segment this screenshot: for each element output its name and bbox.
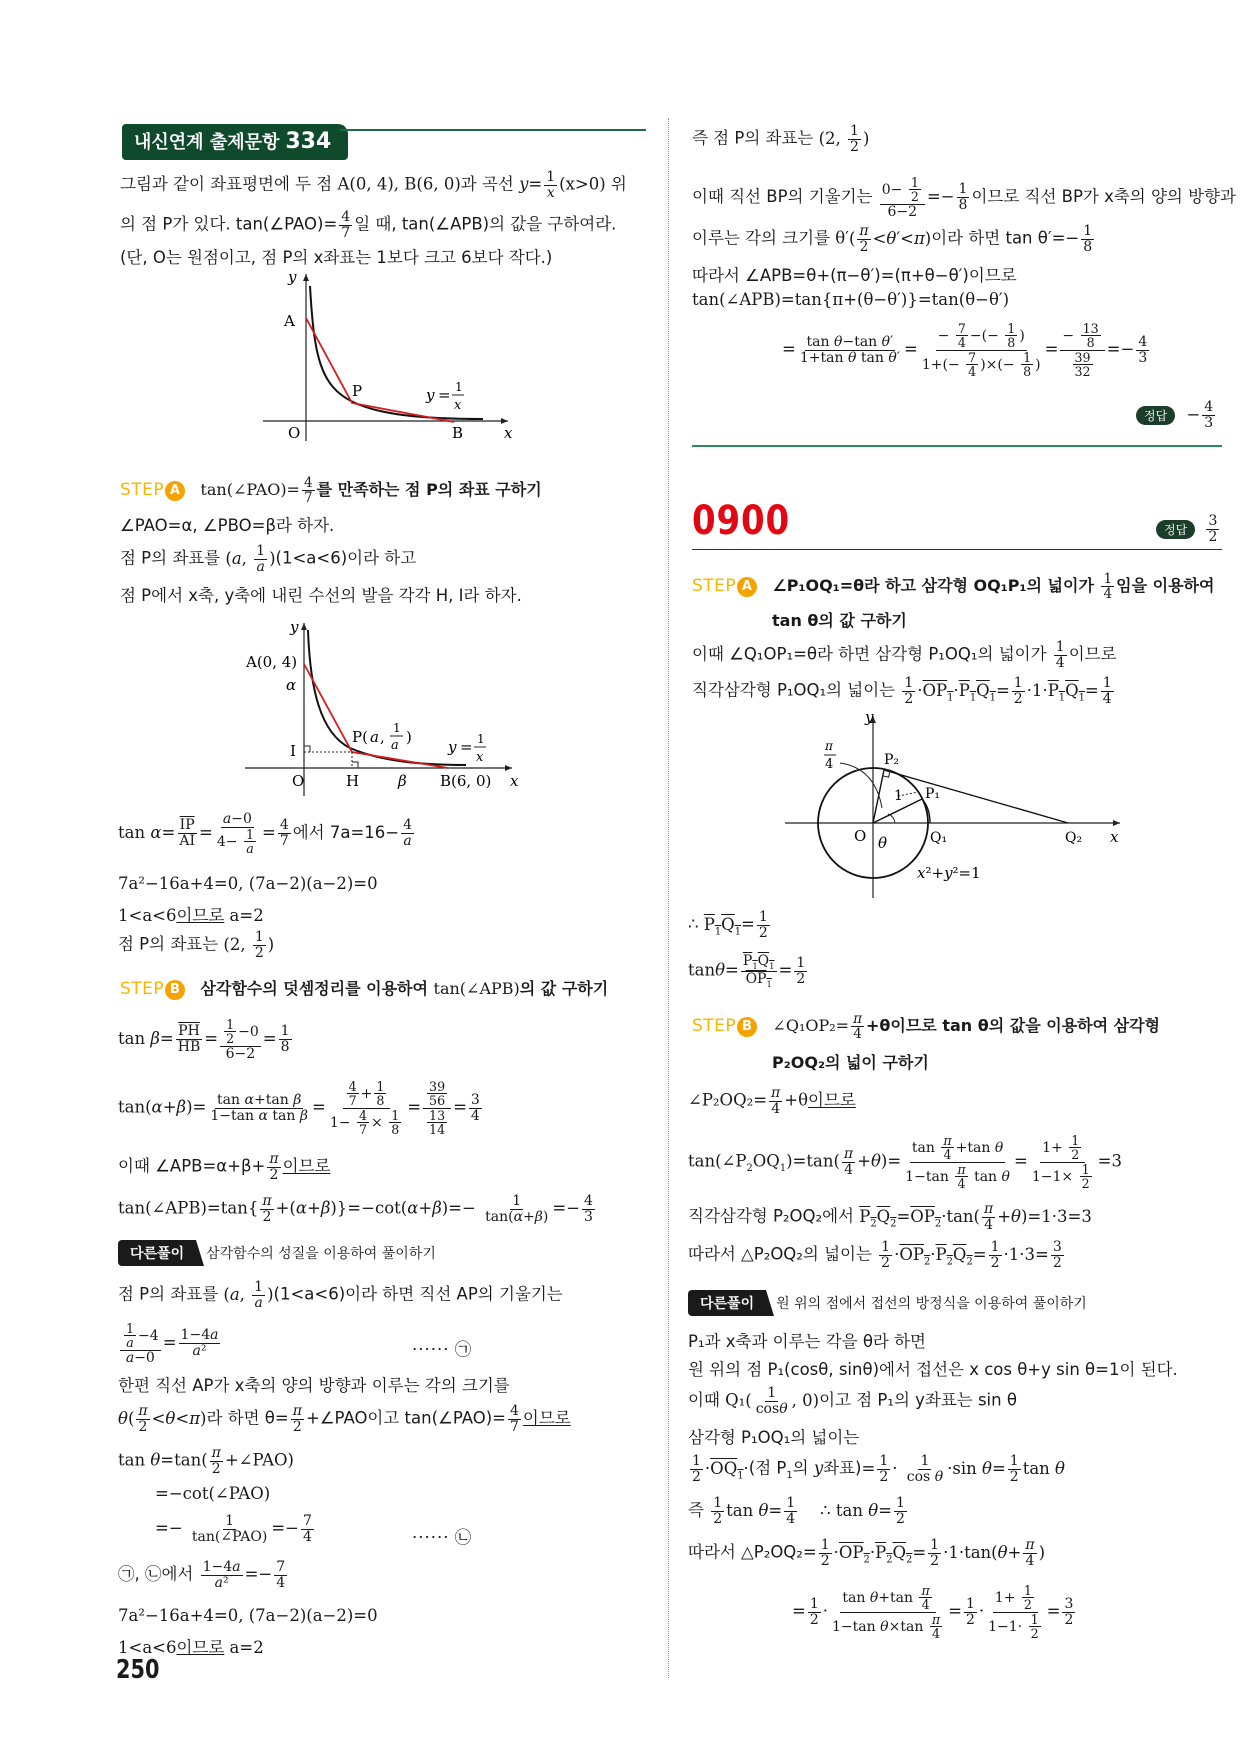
alt-right-line-1: P₁과 x축과 이루는 각을 θ라 하면 (688, 1332, 926, 1351)
svg-text:x: x (1110, 828, 1119, 846)
cont-line-1: 즉 점 P의 좌표는 (2, $\frac{1}{2}$ ) (692, 123, 870, 155)
cont-line-5: tan(∠APB)=tan{π+(θ−θ′)}=tan(θ−θ′) (692, 290, 1010, 309)
p2oq2-angle: ∠P₂OQ₂= $\frac{\pi}{4}$ +θ이므로 (688, 1085, 856, 1117)
svg-text:α: α (286, 676, 297, 694)
svg-text:,: , (380, 728, 385, 746)
tan-apb-eq: tan(∠APB)=tan{ $\frac{\pi}{2}$ +(α+β)}=−cot(α+β)=− $\frac{1}{\tan(\alpha+\beta)}$ =− $\frac{4}{3}$ (118, 1193, 593, 1225)
svg-text:O: O (854, 827, 867, 845)
svg-text:y: y (865, 708, 874, 726)
svg-text:O: O (292, 772, 305, 790)
alt-right-line-4: 삼각형 P₁OQ₁의 넓이는 (688, 1428, 860, 1447)
step-b-header: STEP B 삼각함수의 덧셈정리를 이용하여 tan(∠APB)의 값 구하기 (120, 979, 609, 999)
svg-text:=: = (438, 386, 451, 404)
problem-number: 0900 (692, 498, 791, 544)
section-divider (692, 445, 1222, 447)
svg-text:A: A (284, 312, 295, 330)
svg-text:P(: P( (352, 728, 368, 746)
svg-text:x²+y²=1: x²+y²=1 (917, 864, 981, 882)
svg-text:B(6, 0): B(6, 0) (440, 772, 492, 790)
badge-number: 334 (285, 129, 332, 154)
cont-line-3: 이루는 각의 크기를 θ′( $\frac{\pi}{2}$ <θ′<π)이라 하면 tan θ′=− $\frac{1}{8}$ (692, 223, 1093, 255)
tan-theta-eq: tan θ=tan( $\frac{\pi}{2}$ +∠PAO) (118, 1445, 294, 1477)
figure-unit-circle (780, 708, 1130, 908)
apb-relation: 이때 ∠APB=α+β+ $\frac{\pi}{2}$ 이므로 (118, 1151, 331, 1183)
svg-text:β: β (398, 772, 407, 790)
answer-0900: 정답 $\frac{3}{2}$ (1156, 514, 1221, 544)
alt-solution-header-right: 다른풀이 원 위의 점에서 접선의 방정식을 이용하여 풀이하기 (688, 1290, 1087, 1316)
svg-text:a: a (370, 728, 379, 746)
alt-line-3: θ( $\frac{\pi}{2}$ <θ<π)라 하면 θ= $\frac{\pi}{2}$ +∠PAO이고 tan(∠PAO)= $\frac{4}{7}$ 이므로 (118, 1403, 571, 1435)
svg-text:P: P (352, 382, 363, 400)
problem-rule (692, 549, 1222, 550)
step-a-line-1: ∠PAO=α, ∠PBO=β라 하자. (120, 516, 335, 535)
step-a-line-3: 점 P에서 x축, y축에 내린 수선의 발을 각각 H, I라 하자. (120, 586, 522, 605)
alt-line-2: 한편 직선 AP가 x축의 양의 방향과 이루는 각의 크기를 (118, 1376, 510, 1395)
right-a-line-2: 직각삼각형 P₁OQ₁의 넓이는 $\frac{1}{2}$ $\cdot OP_1\cdot P_1Q_1=$ $\frac{1}{2}$ $\cdot 1\cdot P_1Q_1=$ $\frac{1}{4}$ (692, 675, 1112, 707)
svg-text:x: x (454, 398, 462, 413)
svg-text:H: H (346, 772, 360, 790)
tan-alpha-beta-eq: tan(α+β)= $\frac{\text{tan α+tan β}}{\text{1−tan α tan β}}$ = $\frac{4}{7}$ + $\frac{1}{8}$ 1− $\frac{4}{7}$ × $\frac{1}{8}$ = $\frac{\frac{39}{56}}{\frac{13}{14}}$ = $\frac{3}{4}$ (118, 1079, 480, 1137)
cont-line-4: 따라서 ∠APB=θ+(π−θ′)=(π+θ−θ′)이므로 (692, 266, 1017, 285)
svg-text:y: y (290, 618, 299, 636)
alt-solution-header-left: 다른풀이 삼각함수의 성질을 이용하여 풀이하기 (118, 1240, 436, 1266)
column-divider (668, 118, 669, 1678)
neg-cot-eq: =−cot(∠PAO) (155, 1484, 271, 1503)
badge-label: 내신연계 출제문항 (134, 132, 280, 153)
svg-text:I: I (290, 742, 296, 760)
svg-text:A(0, 4): A(0, 4) (246, 653, 298, 671)
eq-mark-1: ······ ㉠ (412, 1340, 472, 1359)
p1q1-value: ∴ $P_1Q_1=$ $\frac{1}{2}$ (688, 909, 768, 941)
tan-theta-value: tanθ= $\frac{P_1Q_1}{OP_1}$ = $\frac{1}{2}$ (688, 953, 806, 989)
neg-seven-fourths-eq: =− $\frac{1}{\text{tan(∠PAO)}}$ =− $\frac{7}{4}$ (155, 1513, 312, 1545)
alt-quadratic: 7a²−16a+4=0, (7a−2)(a−2)=0 (118, 1606, 378, 1625)
svg-text:θ: θ (878, 834, 888, 852)
cont-line-2: 이때 직선 BP의 기울기는 0− $\frac{1}{2}$ 6−2 =− $\frac{1}{8}$ 이므로 직선 BP가 x축의 양의 방향과 (692, 175, 1236, 220)
eq-mark-2: ······ ㉡ (412, 1528, 472, 1547)
svg-text:a: a (391, 738, 399, 753)
step-a-line-2: 점 P의 좌표를 (a, $\frac{1}{a}$ )(1<a<6)이라 하고 (120, 543, 417, 575)
alt-right-line-2: 원 위의 점 P₁(cosθ, sinθ)에서 접선은 x cos θ+y sin θ=1이 된다. (688, 1360, 1178, 1379)
step-b-header-right-2: P₂OQ₂의 넓이 구하기 (772, 1053, 929, 1072)
naesin-badge (122, 124, 348, 160)
alt-right-area-eq: $\frac{1}{2}$ $\cdot OQ_1\cdot$(점 $P_1$의 y좌표)= $\frac{1}{2}$ · $\frac{1}{\text{cos θ}}$ ·sin θ= $\frac{1}{2}$ tan θ (692, 1453, 1065, 1485)
area-result: 따라서 △P₂OQ₂의 넓이는 $\frac{1}{2}$ $\cdot OP_2\cdot P_2Q_2=$ $\frac{1}{2}$ ·1·3= $\frac{3}{2}$ (688, 1239, 1062, 1271)
svg-text:1: 1 (477, 732, 485, 746)
svg-text:Q₂: Q₂ (1065, 830, 1083, 846)
step-a-header-right-2: tan θ의 값 구하기 (772, 611, 907, 630)
svg-text:y: y (426, 386, 435, 404)
svg-text:π: π (825, 739, 833, 753)
alt-right-line-3: 이때 Q₁( $\frac{1}{\cos\theta}$ , 0)이고 점 P₁의 y좌표는 sin θ (688, 1385, 1017, 1417)
svg-text:P₁: P₁ (925, 786, 941, 802)
a-value: 1<a<6이므로 a=2 (118, 906, 264, 925)
svg-text:P₂: P₂ (884, 752, 900, 768)
step-a-header: STEP A tan(∠PAO)= $\frac{4}{7}$ 를 만족하는 점 P의 좌표 구하기 (120, 475, 542, 507)
answer-prev: 정답 − $\frac{4}{3}$ (1136, 400, 1217, 430)
p2q2-length: 직각삼각형 P₂OQ₂에서 $P_2Q_2=OP_2\cdot\tan$( $\frac{\pi}{4}$ +θ)=1·3=3 (688, 1201, 1092, 1233)
alt-right-tan-eq: 즉 $\frac{1}{2}$ tan θ= $\frac{1}{4}$ ∴ tan θ= $\frac{1}{2}$ (688, 1495, 905, 1527)
svg-text:1: 1 (393, 721, 401, 735)
combine-eq: ㉠, ㉡에서 $\frac{1-4a}{\text{a²}}$ =− $\frac{7}{4}$ (118, 1559, 286, 1591)
tan-alpha-eq: tan α= $\frac{\overline{IP}}{AI}$ = a−0 4− $\frac{1}{a}$ = $\frac{4}{7}$ 에서 7a=16− $\frac{4}{a}$ (118, 811, 413, 856)
alt-line-1: 점 P의 좌표를 (a, $\frac{1}{a}$ )(1<a<6)이라 하면 직선 AP의 기울기는 (118, 1279, 563, 1311)
tan-p2oq1-eq: $\tan(\angle P_2OQ_1)=\tan$( $\frac{\pi}{4}$ +θ)= tan $\frac{\pi}{4}$ +tan θ 1−tan $\frac{\pi}{4}$ tan θ = 1+ $\frac{1}{2}$ 1−1× $\frac{1}{2}$ =3 (688, 1133, 1122, 1191)
svg-text:B: B (452, 424, 464, 442)
step-a-header-right: STEP A ∠P₁OQ₁=θ라 하고 삼각형 OQ₁P₁의 넓이가 $\frac{1}{4}$ 임을 이용하여 (692, 571, 1215, 603)
alt-a-value: 1<a<6이므로 a=2 (118, 1638, 264, 1657)
slope-ap-eq: $\frac{1}{a}$ −4 a−0 = $\frac{1-4a}{\text{a²}}$ (118, 1322, 222, 1365)
svg-text:y: y (288, 268, 297, 286)
svg-text:1: 1 (455, 380, 463, 394)
problem-line-1: 그림과 같이 좌표평면에 두 점 A(0, 4), B(6, 0)과 곡선 y= $\frac{1}{x}$ (x>0) 위 (120, 169, 627, 201)
svg-text:Q₁: Q₁ (930, 830, 948, 846)
problem-line-2: 의 점 P가 있다. tan(∠PAO)= $\frac{4}{7}$ 일 때, tan(∠APB)의 값을 구하여라. (120, 209, 617, 241)
svg-text:x: x (476, 750, 484, 765)
tan-beta-eq: tan β= $\frac{\overline{PH}}{HB}$ = $\frac{1}{2}$ −0 6−2 = $\frac{1}{8}$ (118, 1017, 290, 1062)
svg-text:1: 1 (894, 788, 903, 804)
right-a-line-1: 이때 ∠Q₁OP₁=θ라 하면 삼각형 P₁OQ₁의 넓이가 $\frac{1}{4}$ 이므로 (692, 639, 1117, 671)
alt-right-area-line: 따라서 △P₂OQ₂= $\frac{1}{2}$ $\cdot OP_2\cdot P_2Q_2=$ $\frac{1}{2}$ ·1·tan(θ+ $\frac{\pi}{4}$ ) (688, 1537, 1046, 1569)
svg-text:x: x (510, 772, 519, 790)
alt-right-final-eq: = $\frac{1}{2}$ · tan θ+tan $\frac{\pi}{4}$ 1−tan θ×tan $\frac{\pi}{4}$ = $\frac{1}{2}$ · 1+ $\frac{1}{2}$ 1−1· $\frac{1}{2}$ = $\frac{3}{2}$ (792, 1583, 1074, 1641)
page-number: 250 (116, 1655, 160, 1685)
step-b-header-right: STEP B ∠Q₁OP₂= $\frac{\pi}{4}$ +θ이므로 tan θ의 값을 이용하여 삼각형 (692, 1011, 1161, 1043)
svg-text:O: O (288, 424, 301, 442)
figure-hyperbola-1 (258, 266, 518, 446)
svg-text:x: x (504, 424, 513, 442)
problem-line-3: (단, O는 원점이고, 점 P의 x좌표는 1보다 크고 6보다 작다.) (120, 248, 553, 267)
svg-text:y: y (448, 738, 457, 756)
header-rule (340, 129, 646, 131)
svg-text:=: = (460, 738, 473, 756)
svg-text:): ) (406, 728, 412, 746)
figure-hyperbola-2 (240, 618, 530, 798)
tan-diff-eq: = $\frac{\text{tan θ−tan θ′}}{\text{1+tan θ tan θ′}}$ = − $\frac{7}{4}$ −(− $\frac{1}{8}$ ) 1+(− $\frac{7}{4}$ )×(− $\frac{1}{8}$ ) = − $\frac{13}{8}$ $\frac{39}{32}$ =− $\frac{4}{3}$ (782, 321, 1148, 379)
quadratic-eq: 7a²−16a+4=0, (7a−2)(a−2)=0 (118, 874, 378, 893)
p-coord: 점 P의 좌표는 (2, $\frac{1}{2}$ ) (118, 929, 275, 961)
svg-text:4: 4 (825, 757, 834, 772)
